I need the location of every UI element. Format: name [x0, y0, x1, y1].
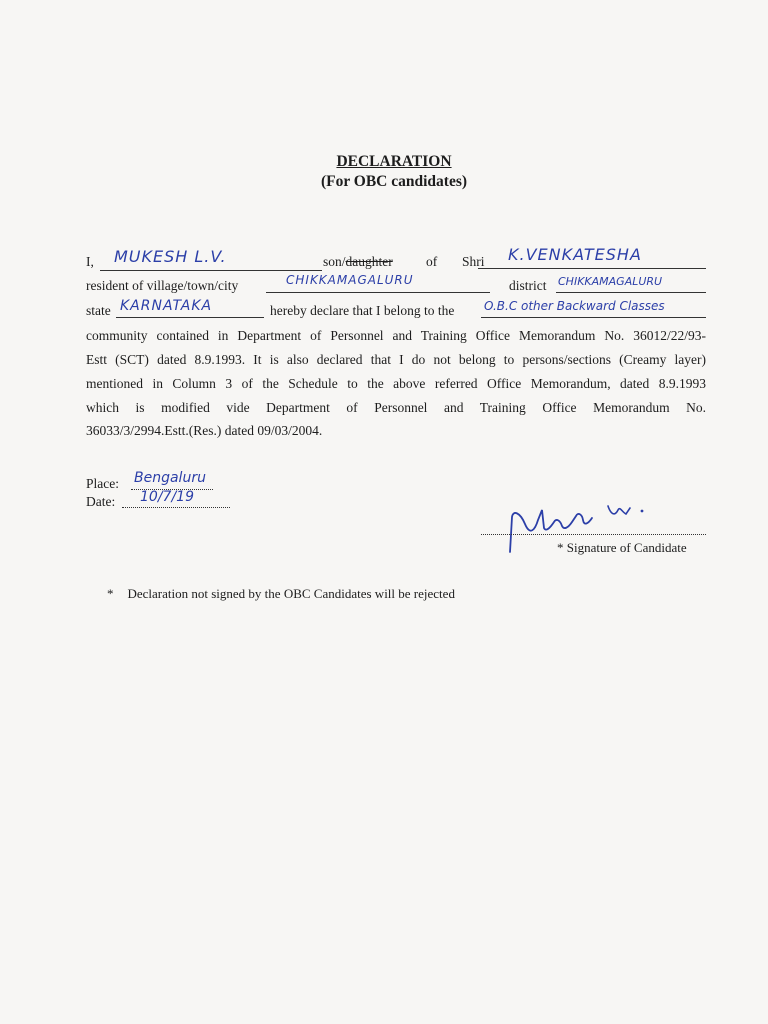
signature-label: * Signature of Candidate [557, 540, 687, 555]
of-label: of [426, 254, 438, 269]
body-line-5: 36033/3/2994.Estt.(Res.) dated 09/03/2004. [86, 423, 323, 438]
community-underline [481, 317, 706, 318]
body-line-4: which is modified vide Department of Personnel and Training Office Memorandum No. [86, 400, 706, 415]
father-value: K.VENKATESHA [508, 245, 642, 264]
father-underline [478, 268, 706, 269]
city-value: CHIKKAMAGALURU [286, 273, 414, 287]
i-label: I, [86, 254, 94, 269]
state-label: state [86, 303, 111, 318]
body-line-2: Estt (SCT) dated 8.9.1993. It is also declared that I do not belong to persons/sections (Creamy layer) [86, 352, 706, 367]
page-subtitle: (For OBC candidates) [320, 173, 468, 190]
name-underline [100, 270, 322, 271]
state-value: KARNATAKA [120, 298, 213, 314]
son-daughter-label [323, 254, 393, 270]
body-line-3: mentioned in Column 3 of the Schedule to the above referred Office Memorandum, dated 8.9.1993 [86, 376, 706, 391]
resident-label: resident of village/town/city [86, 278, 239, 293]
date-dots [122, 507, 230, 508]
city-underline [266, 292, 490, 293]
district-underline [556, 292, 706, 293]
daughter-label: daughter [345, 254, 393, 269]
name-value: MUKESH L.V. [114, 247, 227, 266]
place-label: Place: [86, 476, 119, 491]
place-value: Bengaluru [134, 470, 206, 486]
district-label: district [509, 278, 547, 293]
note-star: * [107, 586, 114, 601]
date-value: 10/7/19 [140, 489, 194, 505]
community-value: O.B.C other Backward Classes [484, 299, 665, 313]
note-text: Declaration not signed by the OBC Candidates will be rejected [127, 586, 455, 601]
body-line-1: community contained in Department of Personnel and Training Office Memorandum No. 36012/22/93- [86, 328, 706, 343]
shri-label: Shri [462, 254, 485, 269]
district-value: CHIKKAMAGALURU [558, 275, 663, 288]
date-label: Date: [86, 494, 116, 509]
declare-label: hereby declare that I belong to the [270, 303, 455, 318]
signature-dots [481, 534, 706, 535]
rejection-note [107, 586, 455, 602]
son-label: son/ [323, 254, 346, 269]
state-underline [116, 317, 264, 318]
page-title: DECLARATION [336, 153, 452, 170]
